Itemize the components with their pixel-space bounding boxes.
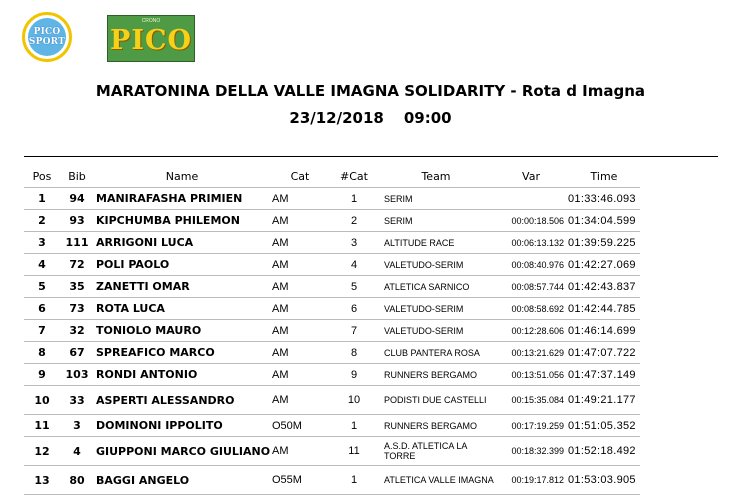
cell-ncat: 8 xyxy=(330,342,378,364)
col-header-var: Var xyxy=(522,169,540,183)
cell-ncat: 1 xyxy=(330,415,378,437)
col-header-cat: Cat xyxy=(290,169,310,183)
table-row xyxy=(24,415,640,437)
cell-ncat: 1 xyxy=(330,466,378,495)
cell-ncat: 2 xyxy=(330,210,378,232)
cell-var: 00:15:35.084 xyxy=(494,386,568,415)
cell-team: A.S.D. ATLETICA LA TORRE xyxy=(378,437,494,466)
col-header-pos: Pos xyxy=(32,169,52,183)
cell-bib: 111 xyxy=(60,232,94,254)
pico-sport-logo xyxy=(22,12,72,62)
table-row xyxy=(24,188,640,210)
cell-var: 00:19:17.812 xyxy=(494,466,568,495)
cell-cat: AM xyxy=(270,276,330,298)
cell-cat: AM xyxy=(270,210,330,232)
cell-cat: AM xyxy=(270,254,330,276)
pico-sport-logo-line2: SPORT xyxy=(28,37,66,47)
cell-cat: AM xyxy=(270,342,330,364)
table-row xyxy=(24,364,640,386)
cell-pos: 12 xyxy=(24,437,60,466)
cell-pos: 3 xyxy=(24,232,60,254)
cell-name: GIUPPONI MARCO GIULIANO xyxy=(94,437,270,466)
cell-team: VALETUDO-SERIM xyxy=(378,320,494,342)
col-header-time: Time xyxy=(590,169,618,183)
table-row xyxy=(24,437,640,466)
cell-team: RUNNERS BERGAMO xyxy=(378,415,494,437)
cell-var: 00:12:28.606 xyxy=(494,320,568,342)
cell-time: 01:47:37.149 xyxy=(568,364,640,386)
crono-pico-logo-text: PICO xyxy=(110,25,192,56)
cell-pos: 10 xyxy=(24,386,60,415)
cell-time: 01:46:14.699 xyxy=(568,320,640,342)
cell-name: KIPCHUMBA PHILEMON xyxy=(94,210,270,232)
cell-time: 01:33:46.093 xyxy=(568,188,640,210)
cell-name: SPREAFICO MARCO xyxy=(94,342,270,364)
pico-sport-logo-badge xyxy=(28,18,66,56)
cell-team: ATLETICA VALLE IMAGNA xyxy=(378,466,494,495)
cell-var: 00:08:57.744 xyxy=(494,276,568,298)
cell-name: RONDI ANTONIO xyxy=(94,364,270,386)
cell-name: TONIOLO MAURO xyxy=(94,320,270,342)
race-datetime xyxy=(0,109,741,127)
cell-cat: O50M xyxy=(270,415,330,437)
cell-pos: 11 xyxy=(24,415,60,437)
cell-var xyxy=(494,188,568,210)
cell-bib: 67 xyxy=(60,342,94,364)
col-header-team: Team xyxy=(421,169,451,183)
cell-bib: 103 xyxy=(60,364,94,386)
crono-pico-logo-top: CRONO xyxy=(141,18,161,24)
cell-pos: 2 xyxy=(24,210,60,232)
cell-time: 01:49:21.177 xyxy=(568,386,640,415)
cell-cat: AM xyxy=(270,298,330,320)
cell-time: 01:42:43.837 xyxy=(568,276,640,298)
cell-team: VALETUDO-SERIM xyxy=(378,254,494,276)
cell-name: ROTA LUCA xyxy=(94,298,270,320)
cell-bib: 93 xyxy=(60,210,94,232)
table-row xyxy=(24,276,640,298)
cell-time: 01:42:44.785 xyxy=(568,298,640,320)
cell-pos: 1 xyxy=(24,188,60,210)
results-table xyxy=(24,165,640,495)
race-title: MARATONINA DELLA VALLE IMAGNA SOLIDARITY - Rota d Imagna xyxy=(95,82,646,100)
cell-team: PODISTI DUE CASTELLI xyxy=(378,386,494,415)
table-row xyxy=(24,232,640,254)
cell-name: ARRIGONI LUCA xyxy=(94,232,270,254)
cell-var: 00:00:18.506 xyxy=(494,210,568,232)
cell-ncat: 11 xyxy=(330,437,378,466)
cell-name: POLI PAOLO xyxy=(94,254,270,276)
cell-bib: 72 xyxy=(60,254,94,276)
cell-team: ATLETICA SARNICO xyxy=(378,276,494,298)
table-row xyxy=(24,386,640,415)
cell-time: 01:52:18.492 xyxy=(568,437,640,466)
cell-pos: 4 xyxy=(24,254,60,276)
table-row xyxy=(24,320,640,342)
cell-time: 01:39:59.225 xyxy=(568,232,640,254)
cell-var: 00:13:51.056 xyxy=(494,364,568,386)
cell-cat: AM xyxy=(270,188,330,210)
cell-ncat: 9 xyxy=(330,364,378,386)
cell-time: 01:34:04.599 xyxy=(568,210,640,232)
table-row xyxy=(24,466,640,495)
cell-team: VALETUDO-SERIM xyxy=(378,298,494,320)
cell-ncat: 5 xyxy=(330,276,378,298)
cell-pos: 8 xyxy=(24,342,60,364)
cell-var: 00:13:21.629 xyxy=(494,342,568,364)
cell-team: SERIM xyxy=(378,188,494,210)
cell-bib: 94 xyxy=(60,188,94,210)
cell-bib: 80 xyxy=(60,466,94,495)
cell-name: BAGGI ANGELO xyxy=(94,466,270,495)
cell-pos: 13 xyxy=(24,466,60,495)
col-header-ncat: #Cat xyxy=(340,169,368,183)
cell-time: 01:51:05.352 xyxy=(568,415,640,437)
cell-var: 00:17:19.259 xyxy=(494,415,568,437)
cell-cat: AM xyxy=(270,364,330,386)
cell-ncat: 7 xyxy=(330,320,378,342)
header-divider xyxy=(24,156,718,157)
cell-var: 00:08:58.692 xyxy=(494,298,568,320)
cell-ncat: 4 xyxy=(330,254,378,276)
table-row xyxy=(24,254,640,276)
cell-ncat: 10 xyxy=(330,386,378,415)
cell-time: 01:53:03.905 xyxy=(568,466,640,495)
cell-name: ASPERTI ALESSANDRO xyxy=(94,386,270,415)
cell-bib: 35 xyxy=(60,276,94,298)
cell-ncat: 3 xyxy=(330,232,378,254)
cell-name: DOMINONI IPPOLITO xyxy=(94,415,270,437)
cell-pos: 7 xyxy=(24,320,60,342)
table-row xyxy=(24,298,640,320)
results-header-row xyxy=(24,165,640,188)
cell-cat: AM xyxy=(270,437,330,466)
cell-time: 01:47:07.722 xyxy=(568,342,640,364)
cell-cat: AM xyxy=(270,320,330,342)
cell-bib: 32 xyxy=(60,320,94,342)
cell-pos: 5 xyxy=(24,276,60,298)
cell-var: 00:18:32.399 xyxy=(494,437,568,466)
col-header-bib: Bib xyxy=(68,169,86,183)
table-row xyxy=(24,342,640,364)
cell-team: ALTITUDE RACE xyxy=(378,232,494,254)
race-time: 09:00 xyxy=(403,109,452,127)
cell-bib: 33 xyxy=(60,386,94,415)
cell-name: ZANETTI OMAR xyxy=(94,276,270,298)
cell-cat: AM xyxy=(270,386,330,415)
pico-sport-logo-line1: PICO xyxy=(33,27,61,37)
cell-bib: 3 xyxy=(60,415,94,437)
cell-cat: O55M xyxy=(270,466,330,495)
cell-pos: 9 xyxy=(24,364,60,386)
crono-pico-logo xyxy=(107,15,195,62)
table-row xyxy=(24,210,640,232)
race-date: 23/12/2018 xyxy=(289,109,384,127)
cell-var: 00:06:13.132 xyxy=(494,232,568,254)
cell-team: CLUB PANTERA ROSA xyxy=(378,342,494,364)
cell-name: MANIRAFASHA PRIMIEN xyxy=(94,188,270,210)
cell-time: 01:42:27.069 xyxy=(568,254,640,276)
cell-bib: 4 xyxy=(60,437,94,466)
cell-team: SERIM xyxy=(378,210,494,232)
cell-pos: 6 xyxy=(24,298,60,320)
cell-var: 00:08:40.976 xyxy=(494,254,568,276)
cell-cat: AM xyxy=(270,232,330,254)
cell-team: RUNNERS BERGAMO xyxy=(378,364,494,386)
cell-ncat: 6 xyxy=(330,298,378,320)
col-header-name: Name xyxy=(165,169,199,183)
cell-ncat: 1 xyxy=(330,188,378,210)
cell-bib: 73 xyxy=(60,298,94,320)
